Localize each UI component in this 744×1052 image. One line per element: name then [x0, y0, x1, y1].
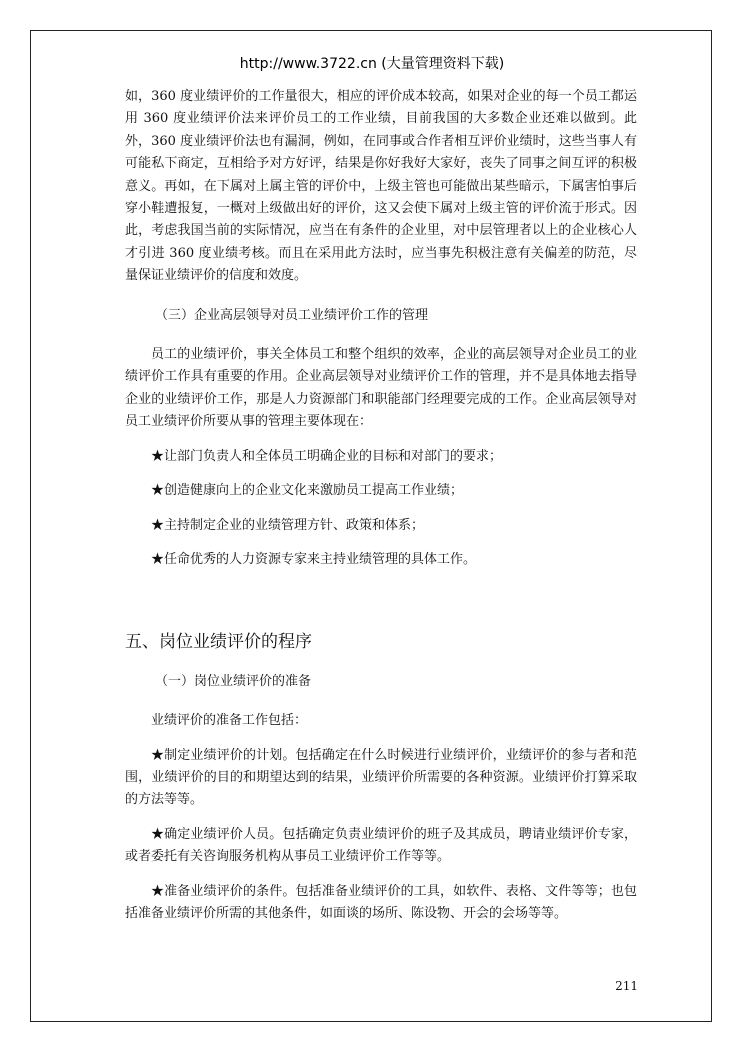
- subsection-heading-5-1: （一）岗位业绩评价的准备: [155, 673, 312, 689]
- bullet-item: ★主持制定企业的业绩管理方针、政策和体系；: [151, 517, 425, 533]
- paragraph-leadership: 员工的业绩评价，事关全体员工和整个组织的效率，企业的高层领导对企业员工的业绩评价工作具有重要的作用。企业高层领导对业绩评价工作的管理，并不是具体地去指导企业的业绩评价工作，那是人力资源部门和职能部门经理要完成的工作。企业高层领导对员工业绩评价所要从事的管理主要体现在：: [125, 347, 637, 430]
- subsection-heading-3: （三）企业高层领导对员工业绩评价工作的管理: [155, 307, 429, 323]
- page-header-url: http://www.3722.cn (大量管理资料下载): [239, 56, 505, 72]
- bullet-item: ★让部门负责人和全体员工明确企业的目标和对部门的要求；: [151, 448, 503, 464]
- document-body: [125, 86, 637, 925]
- bullet-item: ★任命优秀的人力资源专家来主持业绩管理的具体工作。: [151, 551, 477, 567]
- bullet-paragraph: ★制定业绩评价的计划。包括确定在什么时候进行业绩评价，业绩评价的参与者和范围，业绩评价的目的和期望达到的结果，业绩评价所需要的各种资源。业绩评价打算采取的方法等等。: [125, 747, 637, 808]
- paragraph-360-evaluation: 如，360 度业绩评价的工作量很大，相应的评价成本较高，如果对企业的每一个员工都运用 360 度业绩评价法来评价员工的工作业绩，目前我国的大多数企业还难以做到。此外，360 度业绩评价法也有漏洞，例如，在同事或合作者相互评价业绩时，这些当事人有可能私下商定，互相给予对方好评，结果是你好我好大家好，丧失了同事之间互评的积极意义。再如，在下属对上属主管的评价中，上级主管也可能做出某些暗示，下属害怕事后穿小鞋遭报复，一概对上级做出好的评价，这又会使下属对上级主管的评价流于形式。因此，考虑我国当前的实际情况，应当在有条件的企业里，对中层管理者以上的企业核心人才引进 360 度业绩考核。而且在采用此方法时，应当事先积极注意有关偏差的防范，尽量保证业绩评价的信度和效度。: [125, 89, 637, 284]
- page-number: 211: [615, 979, 638, 993]
- bullet-paragraph: ★准备业绩评价的条件。包括准备业绩评价的工具，如软件、表格、文件等等；也包括准备业绩评价所需的其他条件，如面谈的场所、陈设物、开会的会场等等。: [125, 883, 637, 921]
- paragraph-prep-intro: 业绩评价的准备工作包括：: [151, 713, 308, 729]
- section-heading-5: 五、岗位业绩评价的程序: [125, 632, 312, 653]
- bullet-item: ★创造健康向上的企业文化来激励员工提高工作业绩；: [151, 483, 464, 499]
- bullet-paragraph: ★确定业绩评价人员。包括确定负责业绩评价的班子及其成员，聘请业绩评价专家，或者委托有关咨询服务机构从事员工业绩评价工作等等。: [125, 826, 637, 865]
